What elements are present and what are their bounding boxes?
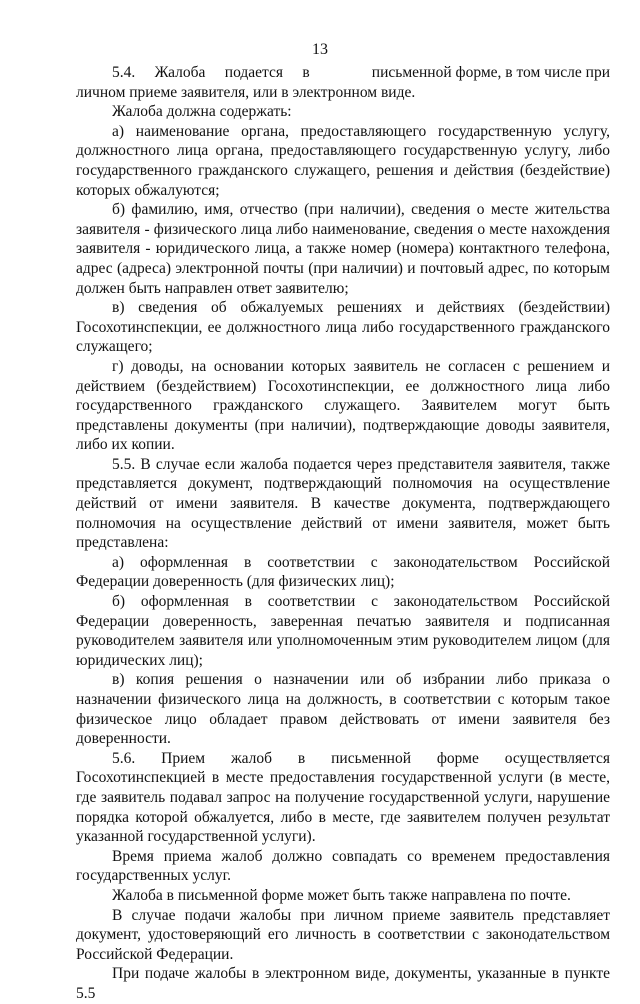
paragraph-item-b: б) фамилию, имя, отчество (при наличии), сведения о месте жительства заявителя - физического лица либо наименование, сведения о месте нахождения заявителя - юридического лица, а также номер (номера) контактного телефона, адрес (адреса) электронной почты (при наличии) и почтовый адрес, по которым должен быть направлен ответ заявителю; [76,201,610,297]
paragraph-5-5-item-a: а) оформленная в соответствии с законодательством Российской Федерации доверенность (для физических лиц); [76,553,610,591]
paragraph-item-v: в) сведения об обжалуемых решениях и действиях (бездействии) Госохотинспекции, ее должностного лица либо государственного гражданского служащего; [76,299,610,356]
paragraph-personal-reception: В случае подачи жалобы при личном приеме заявитель представляет документ, удостоверяющий его личность в соответствии с законодательством Российской Федерации. [76,906,610,963]
paragraph-electronic-submission: При подаче жалобы в электронном виде, документы, указанные в пункте 5.5 [76,965,610,1002]
paragraph-item-g: г) доводы, на основании которых заявитель не согласен с решением и действием (бездействием) Госохотинспекции, ее должностного лица либо государственного гражданского служащего. Заявителем могут быть представлены документы (при наличии), подтверждающие доводы заявителя, либо их копии. [76,357,610,454]
page-number: 13 [312,41,328,58]
paragraph-5-4: 5.4. Жалоба подается в письменной форме, в том числе при личном приеме заявителя, или в электронном виде. [76,64,614,101]
paragraph-reception-time: Время приема жалоб должно совпадать со временем предоставления государственных услуг. [76,847,610,885]
paragraph-complaint-contents-intro: Жалоба должна содержать: [112,103,292,121]
paragraph-5-5-item-v: в) копия решения о назначении или об избрании либо приказа о назначении физического лица на должность, в соответствии с которым такое физическое лицо обладает правом действовать от имени заявителя без доверенности. [76,671,610,748]
paragraph-5-6: 5.6. Прием жалоб в письменной форме осуществляется Госохотинспекцией в месте предоставления государственной услуги (в месте, где заявитель подавал запрос на получение государственной услуги, нарушение порядка которой обжалуется, либо в месте, где заявителем получен результат указанной государственной услуги). [76,749,610,846]
paragraph-item-a: а) наименование органа, предоставляющего государственную услугу, должностного лица органа, предоставляющего государственную услугу, либо государственного гражданского служащего, решения и действия (бездействие) которых обжалуются; [76,122,610,199]
paragraph-5-5-item-b: б) оформленная в соответствии с законодательством Российской Федерации доверенность, заверенная печатью заявителя и подписанная руководителем заявителя или уполномоченным этим руководителем лицом (для юридических лиц); [76,593,610,669]
paragraph-5-5: 5.5. В случае если жалоба подается через представителя заявителя, также представляется документ, подтверждающий полномочия на осуществление действий от имени заявителя. В качестве документа, подтверждающего полномочия на осуществление действий от имени заявителя, может быть представлена: [76,455,610,552]
paragraph-postal-submission: Жалоба в письменной форме может быть также направлена по почте. [112,886,571,904]
document-body [76,63,614,1004]
